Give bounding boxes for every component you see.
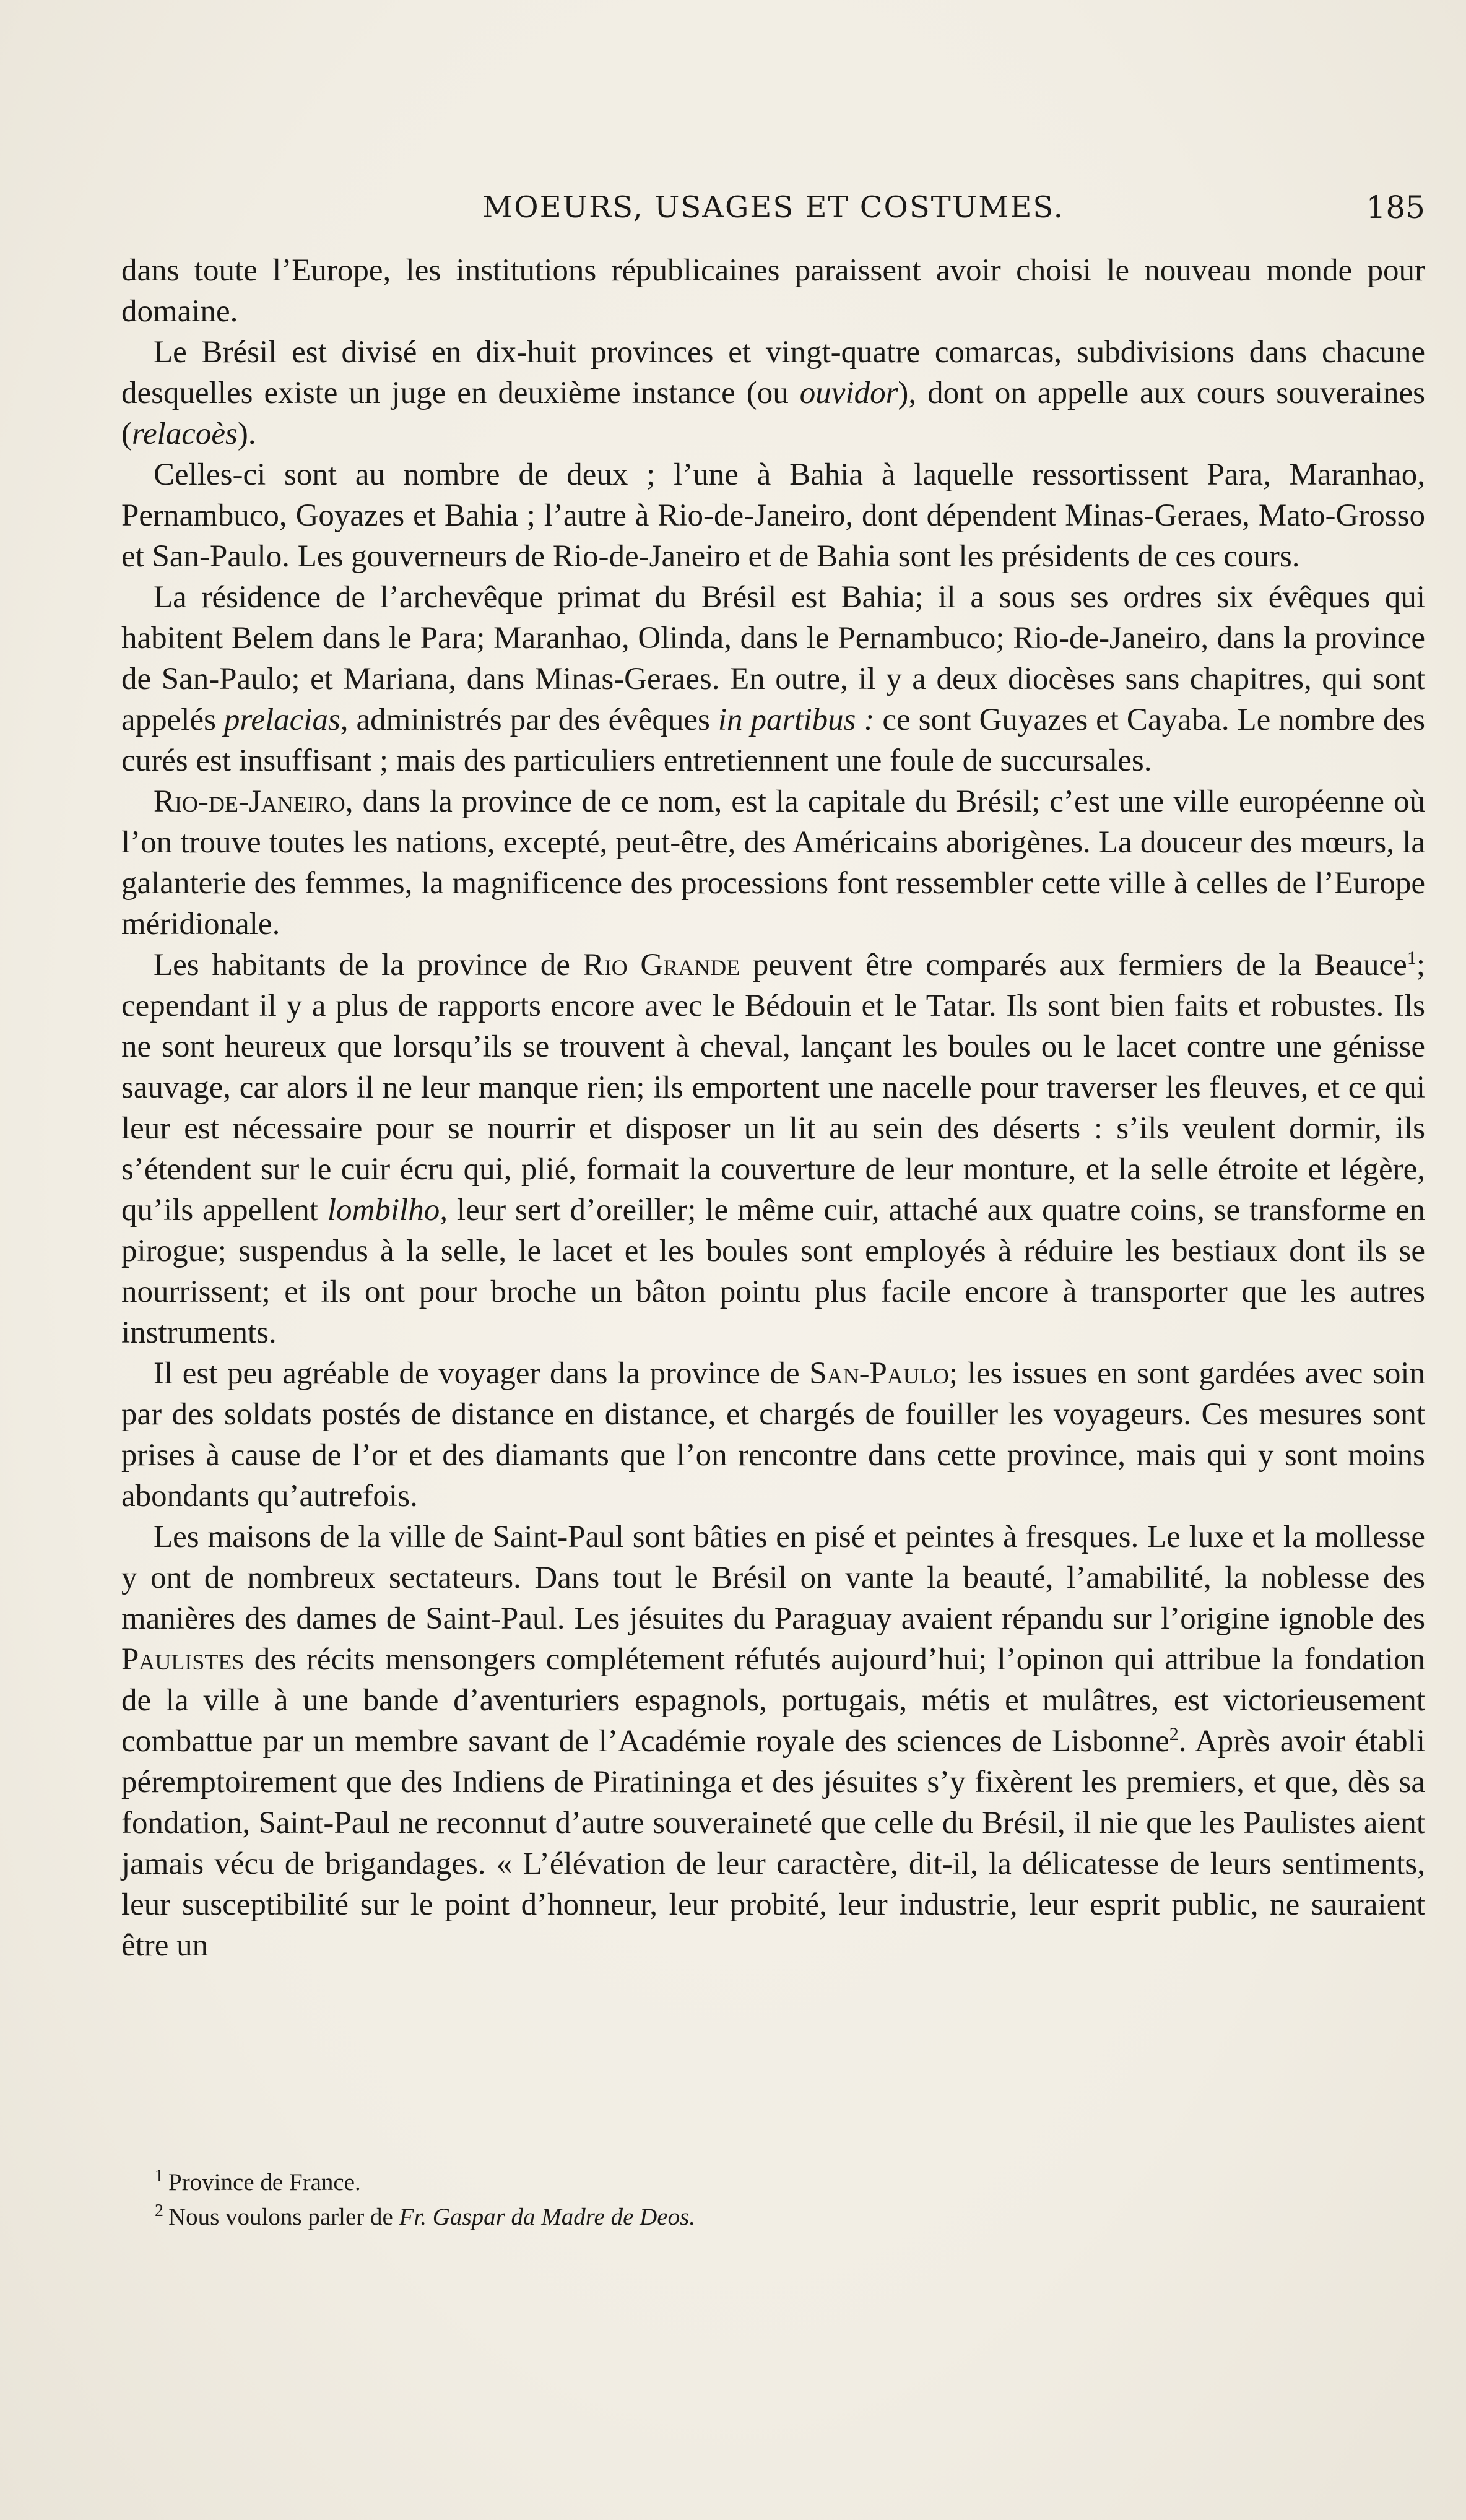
text-run: Le Brésil est divisé en dix-huit provinces et vingt-quatre comarcas, subdivisions dans chacune desquelles existe un juge en deuxième instance (ou [121, 335, 1425, 410]
text-run: administrés par des évêques [348, 703, 718, 737]
footnote-number: 1 [155, 2167, 163, 2186]
body-text [121, 250, 1425, 1966]
paragraph [121, 945, 1425, 1353]
text-run: Il est peu agréable de voyager dans la province de [154, 1356, 810, 1391]
italic-term: ouvidor [799, 376, 898, 410]
text-run: peuvent être comparés aux fermiers de la Beauce [740, 948, 1407, 982]
text-run: dans toute l’Europe, les institutions républicaines paraissent avoir choisi le nouveau monde pour domaine. [121, 253, 1425, 329]
paragraph [121, 1517, 1425, 1966]
text-run: , dans la province de ce nom, est la capitale du Brésil; c’est une ville européenne où l’on trouve toutes les nations, excepté, peut-être, des Américains aborigènes. La douceur des mœurs, la galanterie des femmes, la magnificence des processions font ressembler cette ville à celles de l’Europe méridionale. [121, 784, 1425, 942]
paragraph [121, 454, 1425, 577]
footnote-ref: 2 [1169, 1724, 1179, 1744]
text-run: . Après avoir établi péremptoirement que des Indiens de Piratininga et des jésuites s’y fixèrent les premiers, et que, dès sa fondation, Saint-Paul ne reconnut d’autre souveraineté que celle du Brésil, il nie que les Paulistes aient jamais vécu de brigandages. « L’élévation de leur caractère, dit-il, la délicatesse de leurs sentiments, leur susceptibilité sur le point d’honneur, leur probité, leur industrie, leur esprit public, ne sauraient être un [121, 1724, 1425, 1963]
footnote-number: 2 [155, 2201, 163, 2220]
text-run: ; cependant il y a plus de rapports encore avec le Bédouin et le Tatar. Ils sont bien faits et robustes. Ils ne sont heureux que lorsqu’ils se trouvent à cheval, lançant les boules ou le lacet contre une génisse sauvage, car alors il ne leur manque rien; ils emportent une nacelle pour traverser les fleuves, et ce qui leur est nécessaire pour se nourrir et disposer un lit au sein des déserts : s’ils veulent dormir, ils s’étendent sur le cuir écru qui, plié, formait la couverture de leur monture, et la selle étroite et légère, qu’ils appellent [121, 948, 1425, 1228]
italic-term: relacoès [131, 417, 238, 451]
smallcaps-term: Paulistes [121, 1642, 245, 1677]
text-run: Les maisons de la ville de Saint-Paul sont bâties en pisé et peintes à fresques. Le luxe et la mollesse y ont de nombreux sectateurs. Dans tout le Brésil on vante la beauté, l’amabilité, la noblesse des manières des dames de Saint-Paul. Les jésuites du Paraguay avaient répandu sur l’origine ignoble des [121, 1520, 1425, 1636]
running-title: MOEURS, USAGES ET COSTUMES. [482, 190, 1064, 225]
italic-term: lombilho, [327, 1193, 448, 1228]
page-number: 185 [1366, 189, 1425, 225]
text-run: La résidence de l’archevêque primat du Brésil est Bahia; il a sous ses ordres six évêques qui habitent Belem dans le Para; Maranhao, Olinda, dans le Pernambuco; Rio-de-Janeiro, dans la province de San-Paulo; et Mariana, dans Minas-Geraes. En outre, il y a deux diocèses sans chapitres, qui sont appelés [121, 580, 1425, 737]
text-run: ). [237, 417, 256, 451]
paragraph [121, 781, 1425, 945]
text-run: ; les issues en sont gardées avec soin par des soldats postés de distance en distance, et chargés de fouiller les voyageurs. Ces mesures sont prises à cause de l’or et des diamants que l’on rencontre dans cette province, mais qui y sont moins abondants qu’autrefois. [121, 1356, 1425, 1513]
footnote-ref: 1 [1407, 948, 1416, 968]
page-header [121, 186, 1425, 229]
text-run: ), dont on appelle aux cours souveraines ( [121, 376, 1425, 451]
paragraph [121, 577, 1425, 781]
text-run: ce sont Guyazes et Cayaba. Le nombre des curés est insuffisant ; mais des particuliers entretiennent une foule de succursales. [121, 703, 1425, 778]
footnote [155, 2165, 1424, 2200]
footnote-italic: Fr. Gaspar da Madre de Deos. [399, 2204, 696, 2230]
text-run: Celles-ci sont au nombre de deux ; l’une à Bahia à laquelle ressortissent Para, Maranhao, Pernambuco, Goyazes et Bahia ; l’autre à Rio-de-Janeiro, dont dépendent Minas-Geraes, Mato-Grosso et San-Paulo. Les gouverneurs de Rio-de-Janeiro et de Bahia sont les présidents de ces cours. [121, 457, 1425, 574]
italic-term: prelacias, [223, 703, 349, 737]
paragraph [121, 250, 1425, 332]
footnotes [155, 2165, 1424, 2235]
place-name-smallcaps: San-Paulo [809, 1356, 949, 1391]
footnote-text: Province de France. [168, 2169, 361, 2196]
place-name-smallcaps: Rio Grande [583, 948, 740, 982]
text-run: Les habitants de la province de [154, 948, 583, 982]
place-name-smallcaps: Rio-de-Janeiro [154, 784, 345, 819]
paragraph [121, 332, 1425, 454]
italic-term: in partibus : [718, 703, 875, 737]
footnote [155, 2200, 1424, 2235]
footnote-text: Nous voulons parler de [168, 2204, 399, 2230]
paragraph [121, 1353, 1425, 1517]
text-run: leur sert d’oreiller; le même cuir, attaché aux quatre coins, se transforme en pirogue; suspendus à la selle, le lacet et les boules sont employés à réduire les bestiaux dont ils se nourrissent; et ils ont pour broche un bâton pointu plus facile encore à transporter que les autres instruments. [121, 1193, 1425, 1350]
text-run: des récits mensongers complétement réfutés aujourd’hui; l’opinon qui attribue la fondation de la ville à une bande d’aventuriers espagnols, portugais, métis et mulâtres, est victorieusement combattue par un membre savant de l’Académie royale des sciences de Lisbonne [121, 1642, 1425, 1759]
